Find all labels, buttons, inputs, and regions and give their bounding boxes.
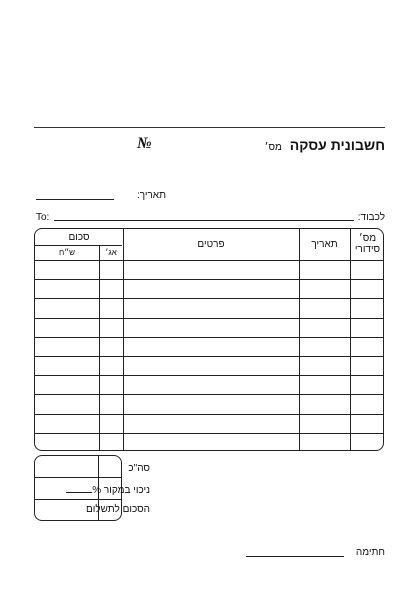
document-title: [265, 137, 385, 153]
column-header-details: פרטים: [197, 239, 225, 250]
header: [34, 135, 385, 159]
invoice-table: [34, 228, 384, 451]
column-divider-amount: [123, 229, 124, 450]
column-header-agorot: אג׳: [105, 248, 117, 257]
column-divider-agorot: [99, 246, 100, 450]
date-field: [36, 190, 166, 204]
recipient-input-line[interactable]: [54, 220, 354, 221]
signature-line[interactable]: [246, 556, 344, 557]
table-row-divider: [35, 375, 383, 376]
date-label: תאריך:: [136, 190, 166, 201]
table-row-divider: [35, 279, 383, 280]
totals-row-divider: [35, 499, 121, 500]
column-header-amount: סכום: [68, 232, 90, 243]
table-row-divider: [35, 318, 383, 319]
table-row-divider: [35, 414, 383, 415]
column-header-serial: מס׳ סידורי: [354, 233, 381, 255]
signature-label: חתימה: [355, 547, 385, 558]
date-input-line[interactable]: [36, 199, 114, 200]
top-rule: [34, 127, 385, 128]
table-row-divider: [35, 356, 383, 357]
total-due-label: הסכום לתשלום: [86, 504, 150, 515]
recipient-label: לכבוד:: [357, 212, 385, 223]
column-header-shekel: ש״ח: [59, 248, 75, 257]
table-row-divider: [35, 433, 383, 434]
totals-row-divider: [35, 477, 121, 478]
column-divider-details: [299, 229, 300, 450]
table-row-divider: [35, 298, 383, 299]
table-row-divider: [35, 337, 383, 338]
signature-field: [246, 546, 385, 560]
withholding-percent-line[interactable]: [66, 492, 92, 493]
subtotal-label: סה"כ: [128, 463, 150, 474]
table-row-divider: [35, 394, 383, 395]
column-divider-date: [350, 229, 351, 450]
to-label-en: To:: [36, 212, 50, 223]
numero-sign: №: [137, 135, 152, 152]
column-header-date: תאריך: [311, 239, 338, 250]
withholding-label: [64, 485, 150, 496]
document-title-text: חשבונית עסקה: [289, 137, 385, 153]
recipient-field: [34, 210, 385, 224]
header-divider: [35, 260, 383, 261]
amount-subheader-divider: [35, 245, 122, 246]
number-abbreviation: מס׳: [264, 142, 282, 153]
withholding-label-text: ניכוי במקור %: [92, 485, 150, 496]
